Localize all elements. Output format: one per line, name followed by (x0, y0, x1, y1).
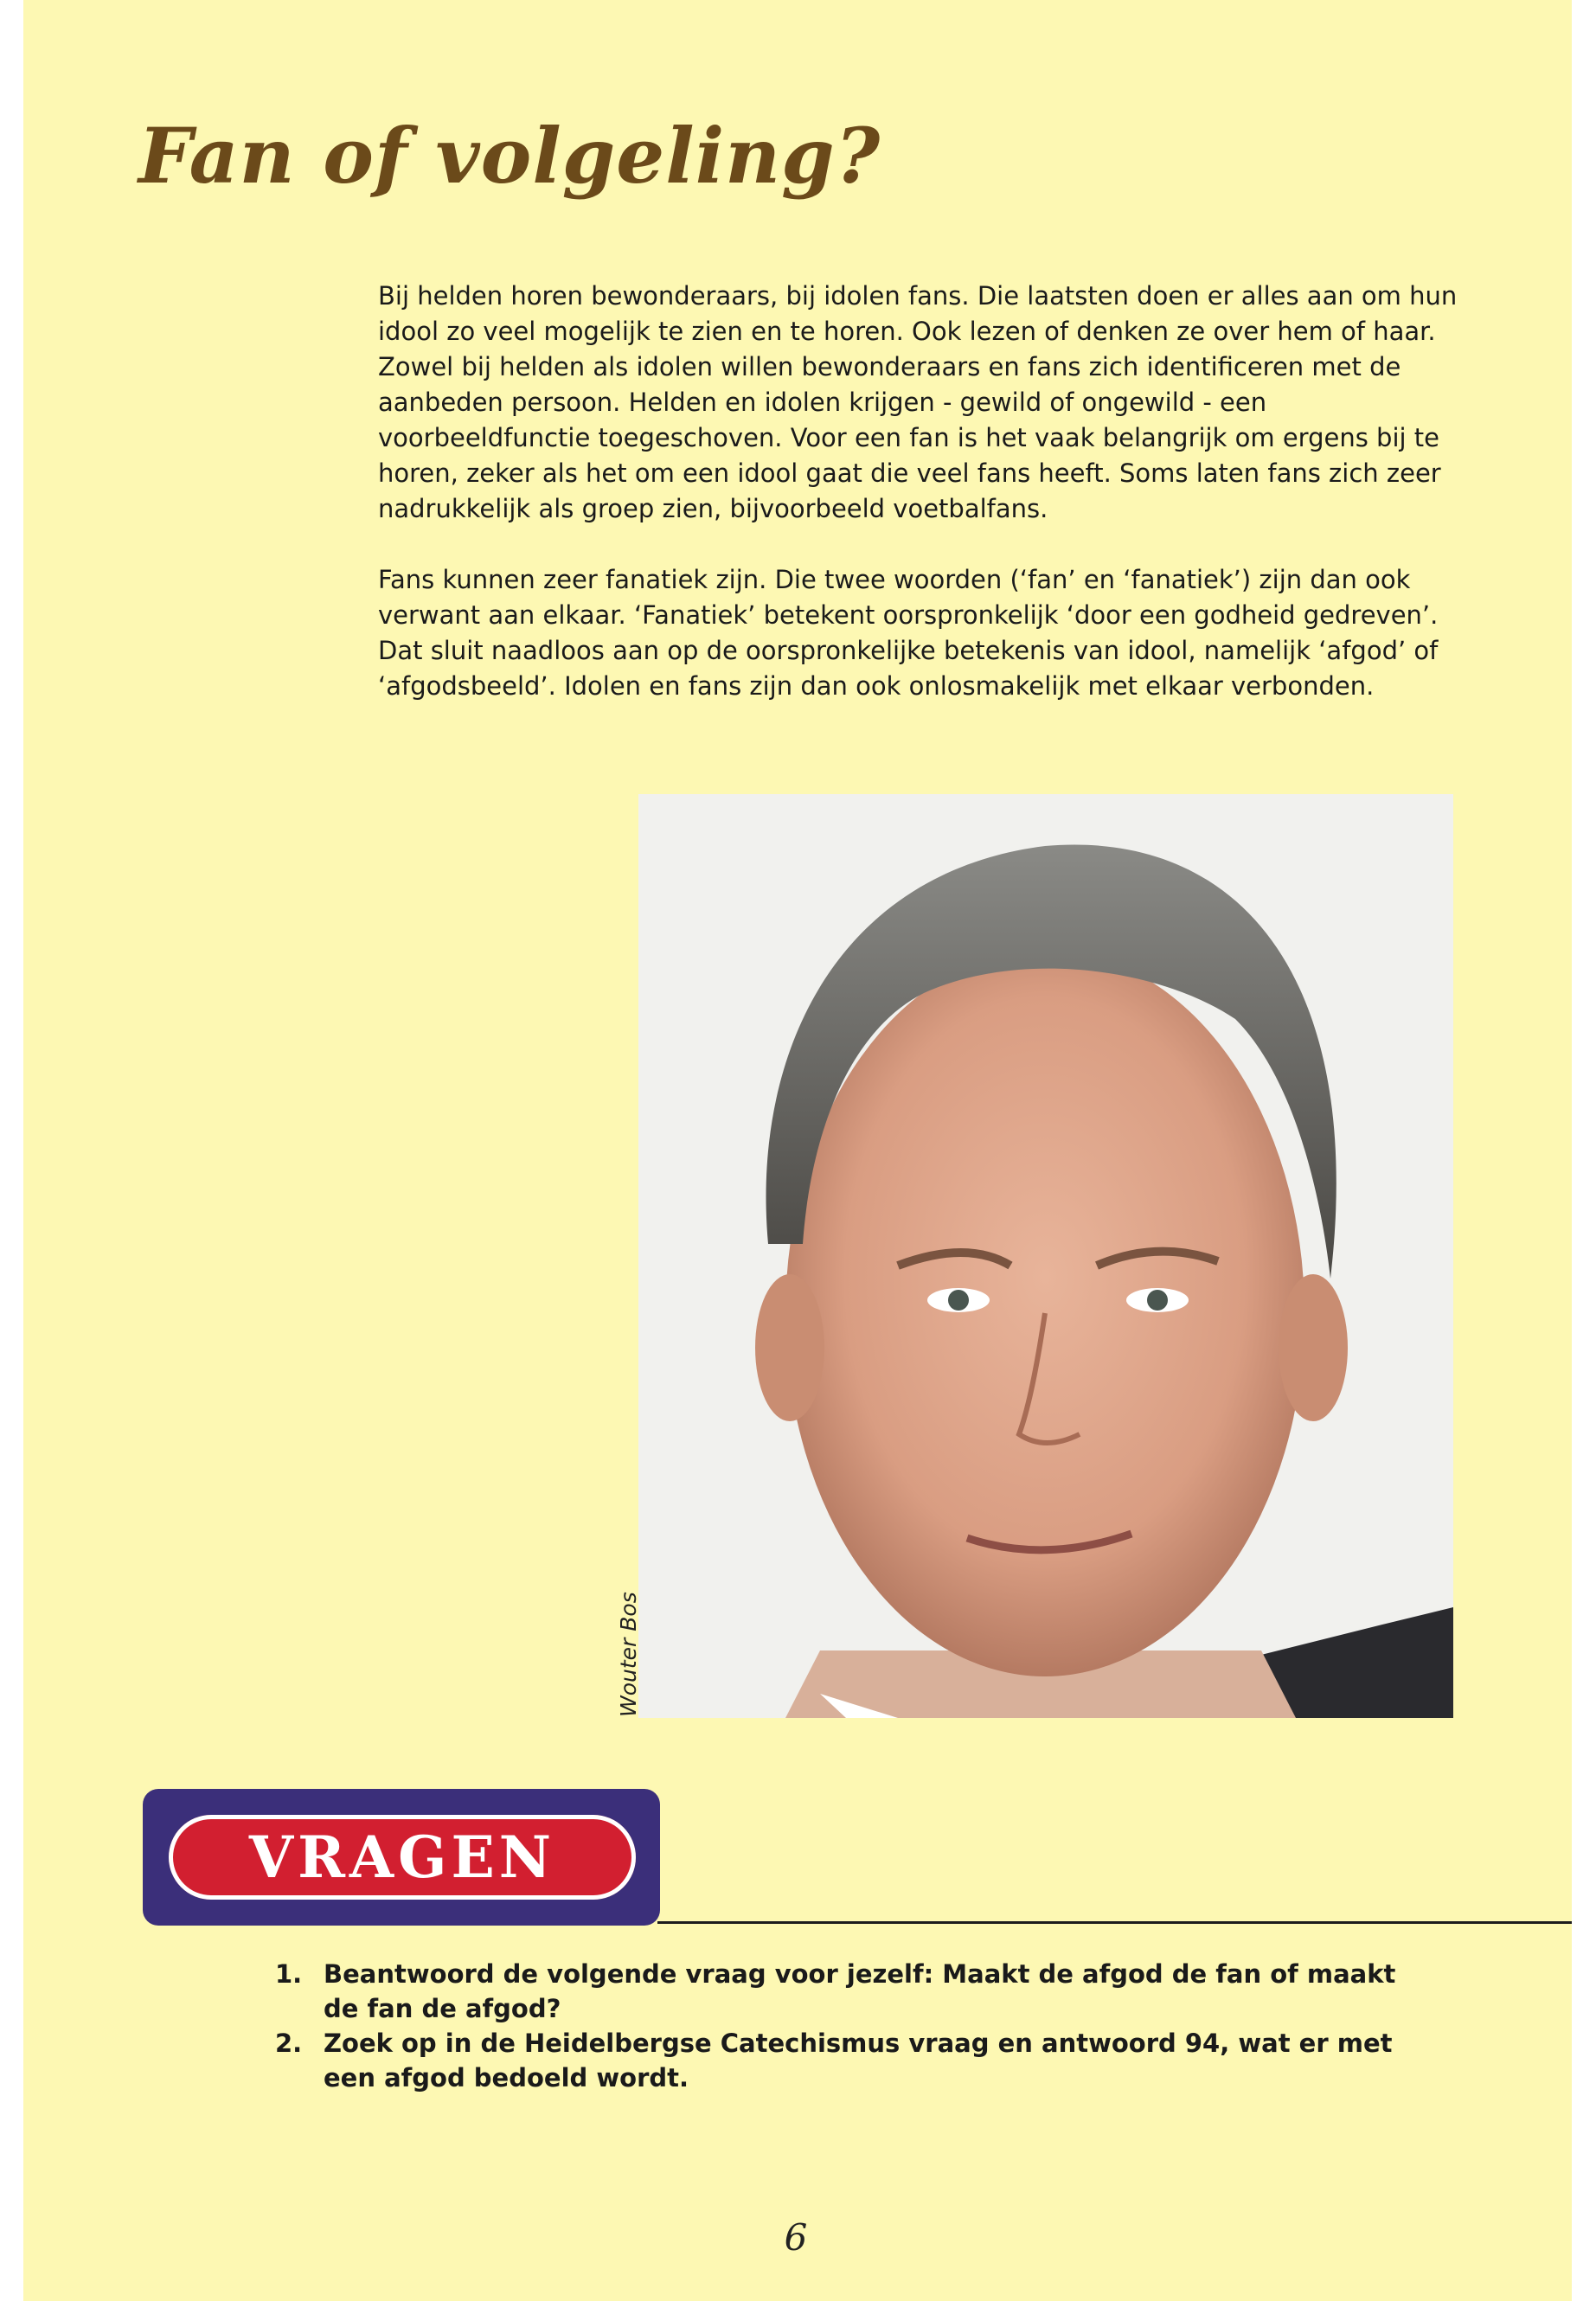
portrait-photo (638, 794, 1453, 1718)
question-list (260, 1957, 1410, 2095)
photo-caption: Wouter Bos (616, 1592, 641, 1717)
question-text: Zoek op in de Heidelbergse Catechismus vraag en antwoord 94, wat er met een afgod bedoeld wordt. (324, 2029, 1393, 2093)
question-item (260, 2026, 1410, 2095)
page-number: 6 (784, 2216, 808, 2259)
intro-text (378, 279, 1468, 740)
question-number: 2. (275, 2029, 303, 2058)
vragen-pill (169, 1815, 636, 1900)
section-divider (657, 1921, 1572, 1924)
page-title: Fan of volgeling? (138, 111, 881, 201)
intro-paragraph: Bij helden horen bewonderaars, bij idolen fans. Die laatsten doen er alles aan om hun idool zo veel mogelijk te zien en te horen. Ook lezen of denken ze over hem of haar. Zowel bij helden als idolen willen bewonderaars en fans zich identificeren met de aanbeden persoon. Helden en idolen krijgen - gewild of ongewild - een voorbeeldfunctie toegeschoven. Voor een fan is het vaak belangrijk om ergens bij te horen, zeker als het om een idool gaat die veel fans heeft. Soms laten fans zich zeer nadrukkelijk als groep zien, bijvoorbeeld voetbalfans. (378, 281, 1458, 523)
question-text: Beantwoord de volgende vraag voor jezelf: Maakt de afgod de fan of maakt de fan de afgod? (324, 1959, 1396, 2023)
intro-paragraph: Fans kunnen zeer fanatiek zijn. Die twee woorden (‘fan’ en ‘fanatiek’) zijn dan ook verwant aan elkaar. ‘Fanatiek’ betekent oorspronkelijk ‘door een godheid gedreven’. Dat sluit naadloos aan op de oorspronkelijke betekenis van idool, namelijk ‘afgod’ of ‘afgodsbeeld’. Idolen en fans zijn dan ook onlosmakelijk met elkaar verbonden. (378, 565, 1439, 701)
question-number: 1. (275, 1959, 303, 1989)
vragen-label: VRAGEN (248, 1823, 556, 1891)
question-item (260, 1957, 1410, 2026)
vragen-banner (143, 1789, 660, 1926)
